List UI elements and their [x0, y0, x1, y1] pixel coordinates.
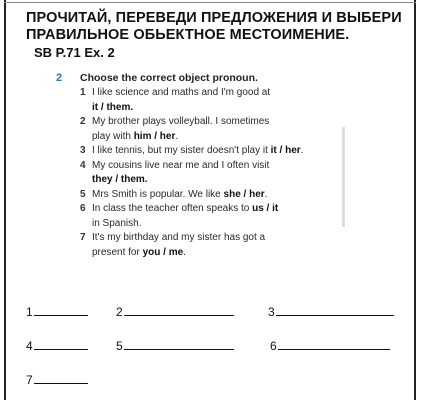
answer-blank-5[interactable] — [116, 338, 234, 353]
item-text-part: Mrs Smith is popular. We like — [92, 188, 224, 200]
answer-number: 5 — [116, 339, 123, 353]
exercise-number: 2 — [56, 72, 63, 84]
pronoun-choice: they / them. — [92, 174, 148, 185]
item-text: My brother plays volleyball. I sometimes — [92, 116, 270, 127]
pronoun-choice: she / her — [223, 188, 265, 200]
answer-blank-4[interactable] — [26, 338, 88, 353]
answer-line[interactable] — [34, 372, 88, 384]
item-number: 7 — [80, 232, 86, 243]
item-text-2: in Spanish. — [92, 217, 142, 229]
item-number: 4 — [80, 159, 86, 171]
answer-line[interactable] — [278, 338, 390, 350]
item-text-part: . — [183, 246, 186, 258]
answer-number: 2 — [116, 305, 123, 319]
exercise-instruction: Choose the correct object pronoun. — [80, 72, 258, 84]
answer-blank-6[interactable] — [270, 338, 390, 353]
pronoun-choice: him / her — [133, 130, 176, 142]
item-text-part: . — [175, 130, 179, 142]
item-number: 2 — [80, 116, 86, 127]
header-line-1: ПРОЧИТАЙ, ПЕРЕВЕДИ ПРЕДЛОЖЕНИЯ И ВЫБЕРИ — [26, 10, 402, 26]
item-number: 5 — [80, 188, 86, 200]
answer-blank-3[interactable] — [268, 304, 394, 319]
item-text-part: In class the teacher often speaks to — [92, 203, 253, 214]
book-reference: SB P.71 Ex. 2 — [34, 45, 115, 60]
answer-number: 7 — [26, 373, 33, 387]
answer-number: 3 — [268, 305, 275, 319]
header-line-2: ПРАВИЛЬНОЕ ОБЬЕКТНОЕ МЕСТОИМЕНИЕ. — [26, 27, 350, 43]
answer-number: 1 — [26, 305, 33, 319]
pronoun-choice: it / her — [270, 145, 301, 156]
answer-line[interactable] — [34, 338, 88, 350]
answer-blank-1[interactable] — [26, 304, 88, 319]
pronoun-choice: you / me — [142, 246, 184, 258]
answer-line[interactable] — [34, 304, 88, 316]
answer-blank-2[interactable] — [116, 304, 234, 319]
item-text: I like science and maths and I'm good at — [92, 87, 271, 98]
item-text: My cousins live near me and I often visit — [92, 159, 270, 171]
answer-line[interactable] — [124, 304, 234, 316]
item-text-part: . — [300, 145, 304, 156]
item-text-part: I like tennis, but my sister doesn't play it — [92, 145, 271, 156]
answer-number: 6 — [270, 339, 277, 353]
item-number: 3 — [80, 145, 86, 156]
item-text: It's my birthday and my sister has got a — [92, 232, 266, 243]
item-text-part: present for — [92, 246, 143, 258]
item-number: 1 — [80, 87, 86, 98]
answer-blank-7[interactable] — [26, 372, 88, 387]
answer-number: 4 — [26, 339, 33, 353]
answer-line[interactable] — [276, 304, 394, 316]
item-text-part: play with — [92, 130, 134, 142]
item-text-part: . — [264, 188, 268, 200]
item-number: 6 — [80, 203, 86, 214]
pronoun-choice: us / it — [252, 203, 279, 214]
pronoun-choice: it / them. — [92, 101, 134, 113]
answer-line[interactable] — [124, 338, 234, 350]
